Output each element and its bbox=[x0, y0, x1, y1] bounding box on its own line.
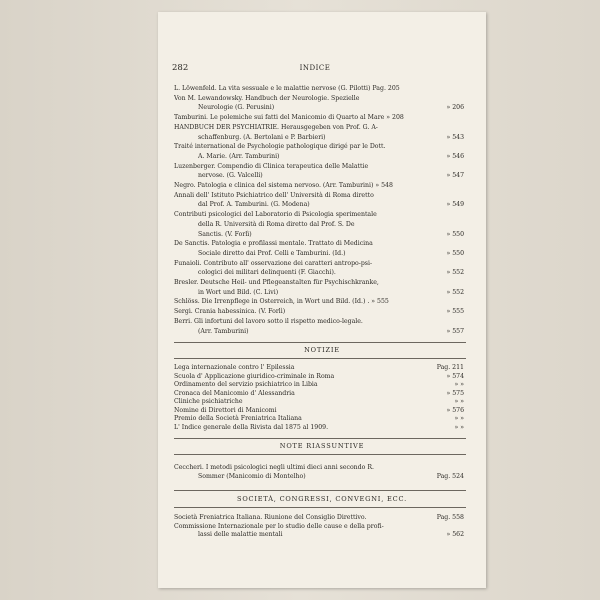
review-entry bbox=[174, 307, 464, 317]
societa-title: SOCIETÀ, CONGRESSI, CONVEGNI, ECC. bbox=[237, 495, 407, 503]
entry-line: in Wort und Bild. (C. Livi) bbox=[198, 288, 279, 296]
list-item bbox=[174, 364, 464, 373]
item-page: Pag. 558 bbox=[436, 514, 464, 521]
entry-line: Luzenberger. Compendio di Clinica terapeutica delle Malattie bbox=[174, 162, 369, 170]
list-item bbox=[174, 531, 464, 540]
entry-line: Von M. Lewandowsky. Handbuch der Neurologie. Spezielle bbox=[174, 94, 360, 102]
entry-page: » 547 bbox=[446, 172, 464, 180]
section-divider bbox=[174, 342, 466, 343]
entry-line: dal Prof. A. Tamburini. (G. Modena) bbox=[198, 201, 310, 209]
note-list bbox=[174, 464, 464, 481]
item-text: Premio della Società Freniatrica Italiana bbox=[174, 415, 302, 422]
entry-line: Funaioli. Contributo all' osservazione dei caratteri antropo-psi- bbox=[174, 259, 373, 267]
item-text: L' Indice generale della Rivista dal 1875 al 1909. bbox=[174, 423, 329, 431]
item-page: » » bbox=[454, 415, 464, 422]
section-divider bbox=[174, 507, 466, 508]
review-entry bbox=[174, 94, 464, 113]
entry-line: A. Marie. (Arr. Tamburini) bbox=[198, 152, 280, 160]
page-number: 282 bbox=[172, 63, 189, 73]
entry-page: » 557 bbox=[446, 327, 464, 335]
entry-line: Negro. Patologia e clinica del sistema nervoso. (Arr. Tamburini) » 548 bbox=[174, 182, 393, 190]
societa-list bbox=[174, 514, 464, 540]
item-text: Cliniche psichiatriche bbox=[174, 398, 243, 405]
entry-line: HANDBUCH DER PSYCHIATRIE. Herausgegeben von Prof. G. A- bbox=[174, 123, 378, 131]
entry-line: schaffenburg. (A. Bertolani e P. Barbieri) bbox=[198, 133, 326, 141]
review-entry bbox=[174, 278, 464, 297]
list-item bbox=[174, 373, 464, 382]
review-entries bbox=[174, 84, 464, 336]
entry-page: » 206 bbox=[446, 104, 464, 112]
entry-line: Sociale diretto dai Prof. Celli e Tamburini. (Id.) bbox=[198, 249, 346, 257]
entry-page: » 543 bbox=[446, 133, 464, 141]
review-entry bbox=[174, 123, 464, 142]
item-page: » 575 bbox=[446, 389, 464, 397]
review-entry bbox=[174, 162, 464, 181]
entry-line: nervose. (G. Valcelli) bbox=[198, 172, 263, 180]
entry-line: Schlöss. Die Irrenpflege in Osterreich, in Wort und Bild. (Id.) . » 555 bbox=[174, 298, 389, 306]
list-item bbox=[174, 473, 464, 482]
item-text: Scuola d' Applicazione giuridico-criminale in Roma bbox=[174, 372, 335, 380]
item-page: » 574 bbox=[446, 372, 464, 380]
entry-page: » 550 bbox=[446, 249, 464, 257]
page-header bbox=[172, 63, 458, 75]
review-entry bbox=[174, 210, 464, 239]
item-page: Pag. 524 bbox=[436, 472, 464, 480]
list-item bbox=[174, 424, 464, 433]
entry-page: » 552 bbox=[446, 288, 464, 296]
entry-line: della R. Università di Roma diretto dal Prof. S. De bbox=[198, 220, 355, 228]
section-divider bbox=[174, 438, 466, 439]
entry-page: » 549 bbox=[446, 201, 464, 209]
entry-line: cologici dei militari delinquenti (F. Giacchi). bbox=[198, 269, 336, 277]
item-page: » » bbox=[454, 381, 464, 388]
review-entry bbox=[174, 239, 464, 258]
entry-line: Bresler. Deutsche Heil- und Pflegeanstalten für Psychischkranke, bbox=[174, 279, 379, 287]
entry-page: » 546 bbox=[446, 152, 464, 160]
item-text: Nomine di Direttori di Manicomi bbox=[174, 406, 277, 414]
section-divider bbox=[174, 358, 466, 359]
entry-line: Tamburini. Le polemiche sui fatti del Manicomio di Quarto al Mare » 208 bbox=[174, 114, 404, 122]
item-text: lassi delle malattie mentali bbox=[198, 531, 283, 538]
item-page: Pag. 211 bbox=[436, 364, 464, 371]
review-entry bbox=[174, 297, 464, 307]
item-page: » » bbox=[454, 398, 464, 405]
review-entry bbox=[174, 181, 464, 191]
list-item bbox=[174, 523, 464, 532]
list-item bbox=[174, 398, 464, 407]
item-page: » » bbox=[454, 423, 464, 431]
item-text: Sommer (Manicomio di Montelho) bbox=[198, 472, 306, 480]
entry-page: » 555 bbox=[446, 308, 464, 316]
notizie-list bbox=[174, 364, 464, 432]
review-entry bbox=[174, 259, 464, 278]
item-page: » 576 bbox=[446, 406, 464, 414]
entry-line: Traité international de Psychologie pathologique dirigé par le Dott. bbox=[174, 143, 386, 151]
review-entry bbox=[174, 142, 464, 161]
entry-line: Sanctis. (V. Forlì) bbox=[198, 230, 252, 238]
list-item bbox=[174, 390, 464, 399]
item-page: » 562 bbox=[446, 531, 464, 538]
entry-line: Sergi. Crania habessinica. (V. Forlì) bbox=[174, 308, 286, 316]
list-item bbox=[174, 381, 464, 390]
item-text: Commissione Internazionale per lo studio delle cause e della profi- bbox=[174, 522, 384, 530]
item-text: Cronaca del Manicomio d' Alessandria bbox=[174, 389, 295, 397]
entry-line: De Sanctis. Patologia e profilassi mentale. Trattato di Medicina bbox=[174, 240, 373, 248]
item-text: Società Freniatrica Italiana. Riunione del Consiglio Direttivo. bbox=[174, 514, 367, 521]
entry-line: Contributi psicologici del Laboratorio di Psicologia sperimentale bbox=[174, 211, 377, 219]
list-item bbox=[174, 407, 464, 416]
entry-line: Neurologie (G. Perusini) bbox=[198, 104, 275, 112]
item-text: Lega internazionale contro l' Epilessia bbox=[174, 364, 295, 371]
review-entry bbox=[174, 191, 464, 210]
review-entry bbox=[174, 317, 464, 336]
section-divider bbox=[174, 490, 466, 491]
item-text: Ordinamento del servizio psichiatrico in Libia bbox=[174, 381, 318, 388]
entry-line: L. Löwenfeld. La vita sessuale e le malattie nervose (G. Pilotti) Pag. 205 bbox=[174, 85, 400, 92]
item-text: Ceccheri. I metodi psicologici negli ultimi dieci anni secondo R. bbox=[174, 464, 374, 471]
entry-page: » 552 bbox=[446, 269, 464, 277]
review-entry bbox=[174, 84, 464, 94]
notizie-title: NOTIZIE bbox=[304, 346, 340, 354]
section-divider bbox=[174, 454, 466, 455]
list-item bbox=[174, 514, 464, 523]
entry-line: Annali dell' Istituto Psichiatrico dell' Università di Roma diretto bbox=[174, 191, 374, 199]
list-item bbox=[174, 464, 464, 473]
entry-line: Berri. Gli infortuni del lavoro sotto il rispetto medico-legale. bbox=[174, 317, 363, 325]
entry-line: (Arr. Tamburini) bbox=[198, 327, 249, 335]
note-title: NOTE RIASSUNTIVE bbox=[279, 442, 365, 450]
document-page bbox=[158, 12, 486, 588]
list-item bbox=[174, 415, 464, 424]
page-title: INDICE bbox=[299, 64, 331, 72]
entry-page: » 550 bbox=[446, 230, 464, 238]
review-entry bbox=[174, 113, 464, 123]
